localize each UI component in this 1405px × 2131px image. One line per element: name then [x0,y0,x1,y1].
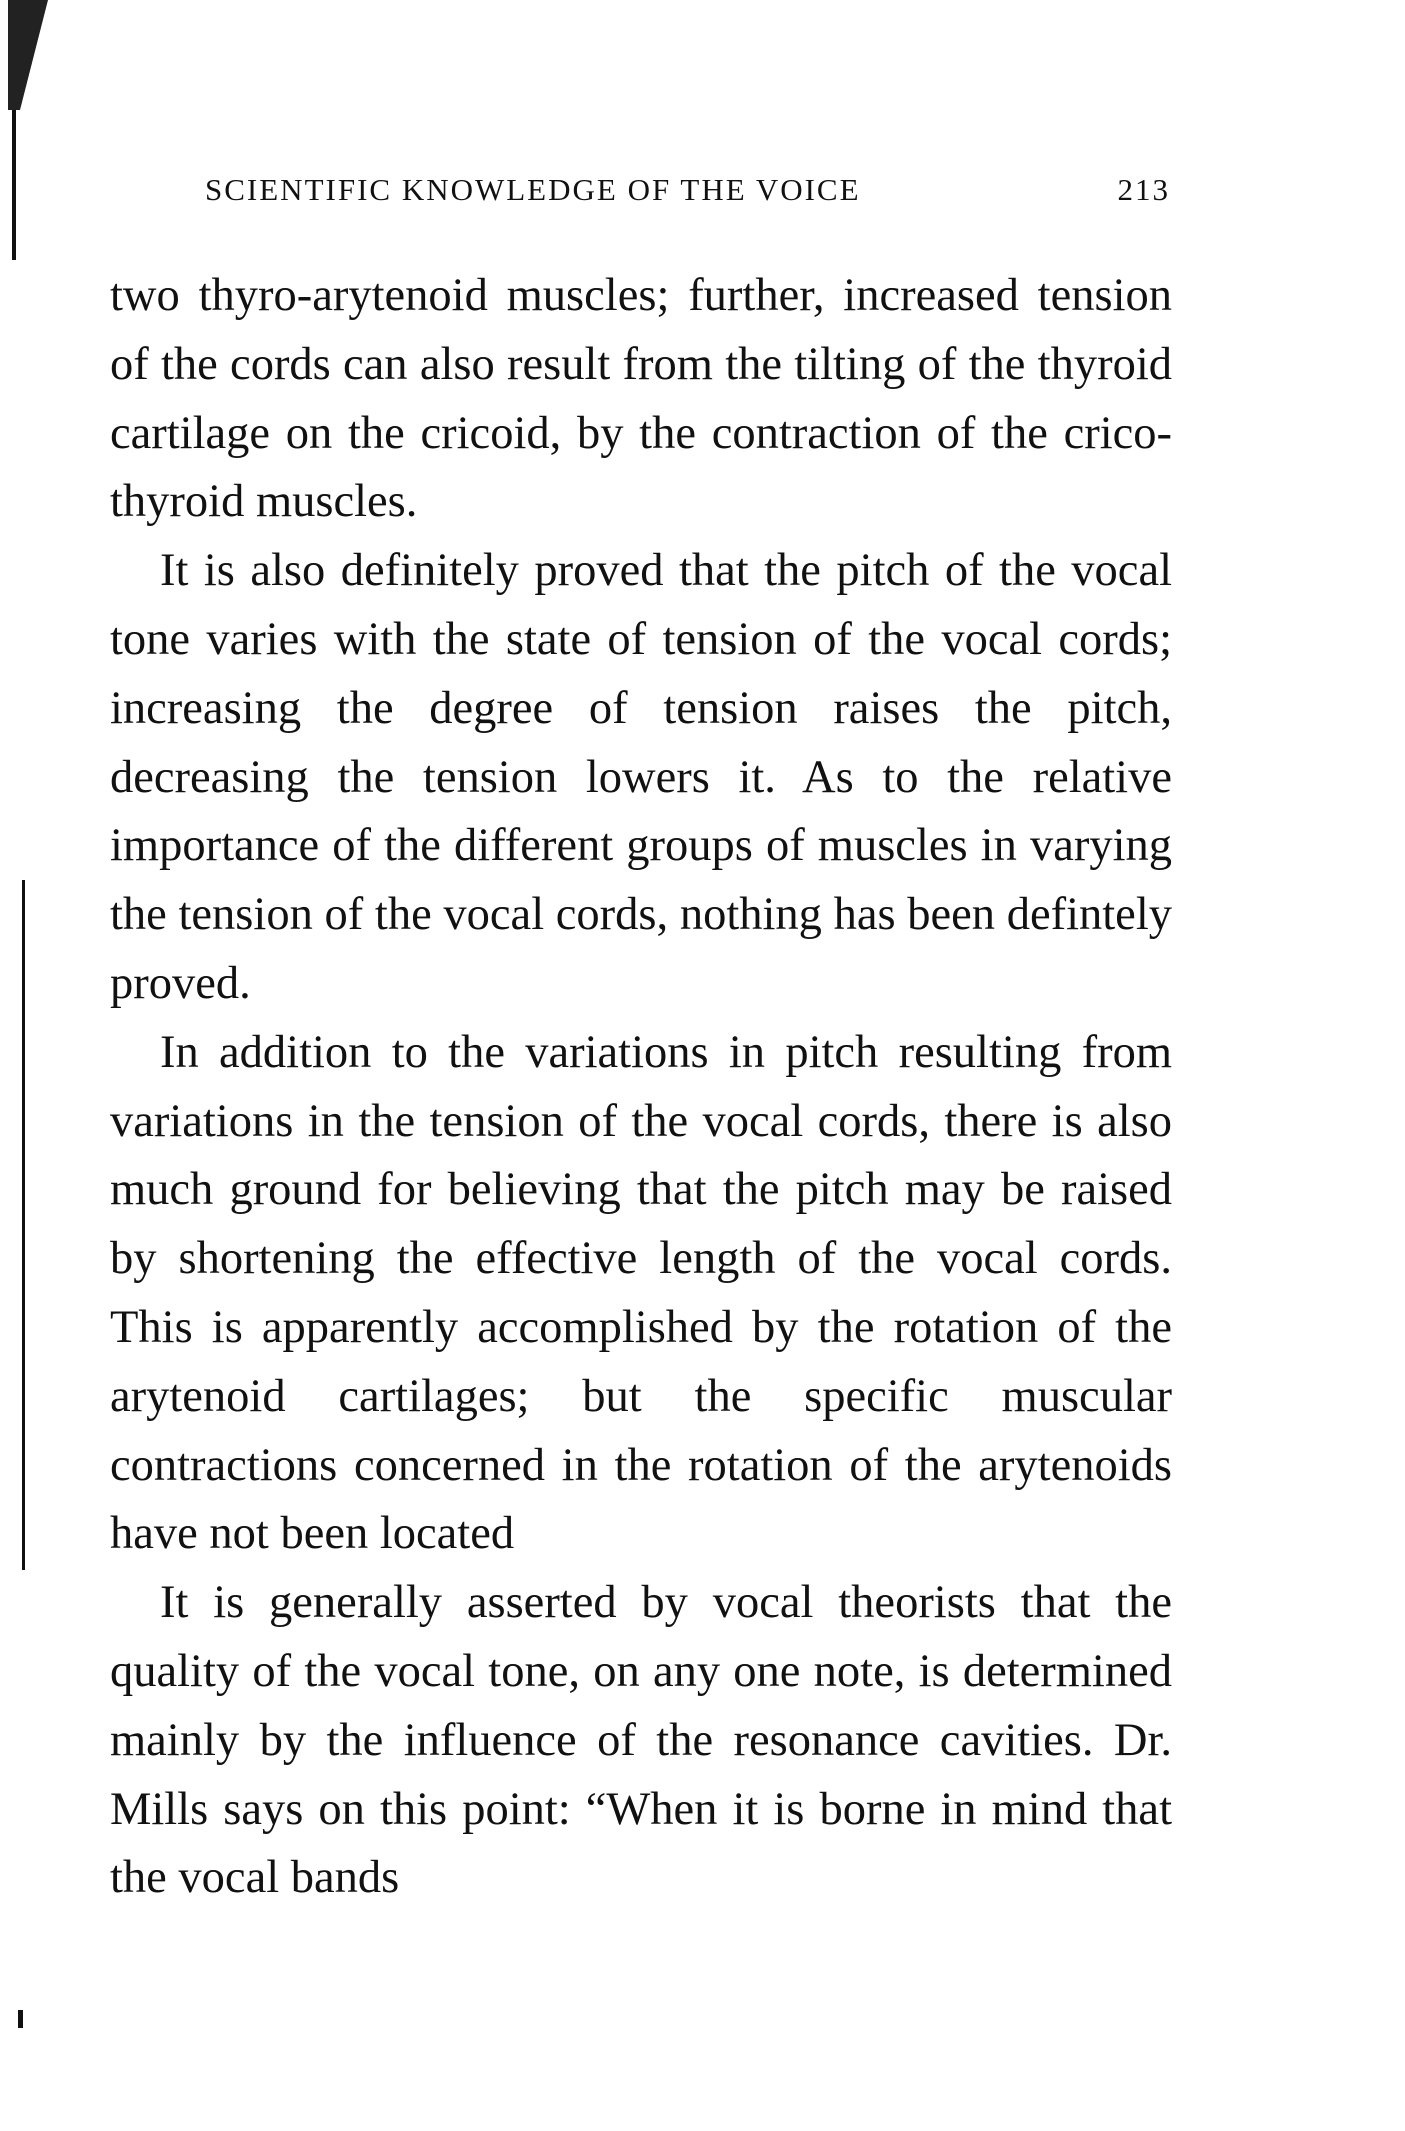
paragraph: two thyro-arytenoid muscles; further, increased tension of the cords can also result from the tilting of the thyroid cartilage on the cricoid, by the contraction of the crico-thyroid muscles. [110,270,1172,528]
page-number: 213 [1117,172,1170,207]
paragraph: In addition to the variations in pitch resulting from variations in the tension of the vocal cords, there is also much ground for believing that the pitch may be raised by shortening the effective length of the vocal cords. This is apparently accomplished by the rotation of the arytenoid cartilages; but the specific muscular contractions concerned in the rotation of the arytenoids have not been located [110,1026,1172,1560]
paragraph: It is also definitely proved that the pitch of the vocal tone varies with the state of tension of the vocal cords; increasing the degree of tension raises the pitch, decreasing the tension lowers it. As to the relative importance of the different groups of muscles in varying the tension of the vocal cords, nothing has been defintely proved. [110,545,1172,1009]
running-head: SCIENTIFIC KNOWLEDGE OF THE VOICE [205,172,861,207]
scan-edge-mark [8,0,48,110]
page-header [205,172,1170,222]
scan-edge-mark [18,2010,23,2028]
scan-edge-mark [22,880,25,1570]
body-text [110,262,1172,1913]
paragraph: It is generally asserted by vocal theorists that the quality of the vocal tone, on any one note, is determined mainly by the influence of the resonance cavities. Dr. Mills says on this point: “When it is borne in mind that the vocal bands [110,1577,1172,1904]
